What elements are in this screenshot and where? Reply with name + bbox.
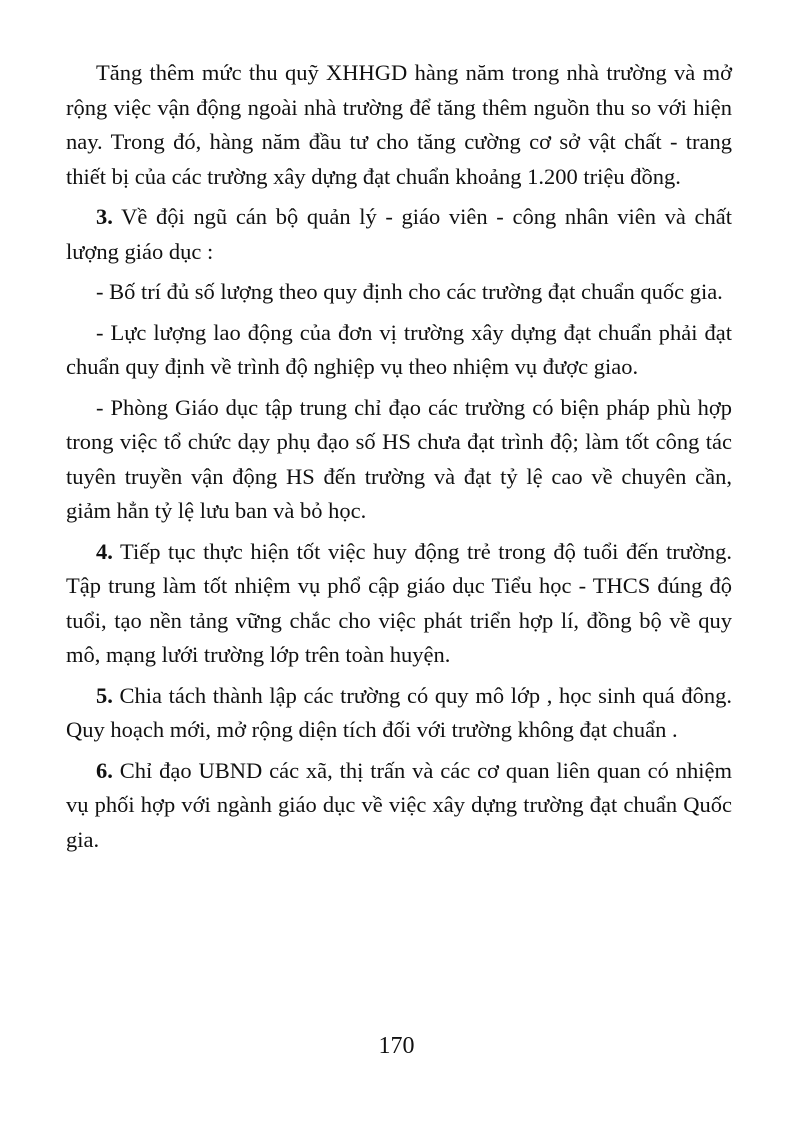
paragraph-4 bbox=[66, 316, 732, 385]
paragraph-5 bbox=[66, 391, 732, 529]
page-number: 170 bbox=[378, 1033, 415, 1059]
paragraph-text: Chỉ đạo UBND các xã, thị trấn và các cơ quan liên quan có nhiệm vụ phối hợp với ngành giáo dục về việc xây dựng trường đạt chuẩn Quốc gia. bbox=[66, 757, 732, 852]
paragraph-text: - Lực lượng lao động của đơn vị trường xây dựng đạt chuẩn phải đạt chuẩn quy định về trình độ nghiệp vụ theo nhiệm vụ được giao. bbox=[66, 319, 732, 379]
paragraph-text: Tiếp tục thực hiện tốt việc huy động trẻ trong độ tuổi đến trường. Tập trung làm tốt nhiệm vụ phổ cập giáo dục Tiểu học - THCS đúng độ tuổi, tạo nền tảng vững chắc cho việc phát triển hợp lí, đồng bộ về quy mô, mạng lưới trường lớp trên toàn huyện. bbox=[66, 538, 732, 667]
section-number: 3. bbox=[96, 204, 113, 229]
paragraph-3 bbox=[66, 275, 732, 310]
page-body bbox=[66, 56, 732, 863]
paragraph-6 bbox=[66, 535, 732, 673]
paragraph-7 bbox=[66, 679, 732, 748]
paragraph-text: - Bố trí đủ số lượng theo quy định cho các trường đạt chuẩn quốc gia. bbox=[96, 279, 723, 304]
section-number: 5. bbox=[96, 682, 113, 708]
paragraph-text: Về đội ngũ cán bộ quản lý - giáo viên - công nhân viên và chất lượng giáo dục : bbox=[66, 204, 732, 264]
paragraph-8 bbox=[66, 754, 732, 858]
paragraph-text: - Phòng Giáo dục tập trung chỉ đạo các trường có biện pháp phù hợp trong việc tổ chức dạy phụ đạo số HS chưa đạt trình độ; làm tốt công tác tuyên truyền vận động HS đến trường và đạt tỷ lệ cao về chuyên cần, giảm hẳn tỷ lệ lưu ban và bỏ học. bbox=[66, 394, 732, 523]
paragraph-2 bbox=[66, 200, 732, 269]
paragraph-text: Chia tách thành lập các trường có quy mô lớp , học sinh quá đông. Quy hoạch mới, mở rộng diện tích đối với trường không đạt chuẩn . bbox=[66, 682, 732, 742]
paragraph-text: Tăng thêm mức thu quỹ XHHGD hàng năm trong nhà trường và mở rộng việc vận động ngoài nhà trường để tăng thêm nguồn thu so với hiện nay. Trong đó, hàng năm đầu tư cho tăng cường cơ sở vật chất - trang thiết bị của các trường xây dựng đạt chuẩn khoảng 1.200 triệu đồng. bbox=[66, 60, 732, 189]
section-number: 4. bbox=[96, 538, 113, 564]
paragraph-1 bbox=[66, 56, 732, 194]
section-number: 6. bbox=[96, 757, 113, 783]
